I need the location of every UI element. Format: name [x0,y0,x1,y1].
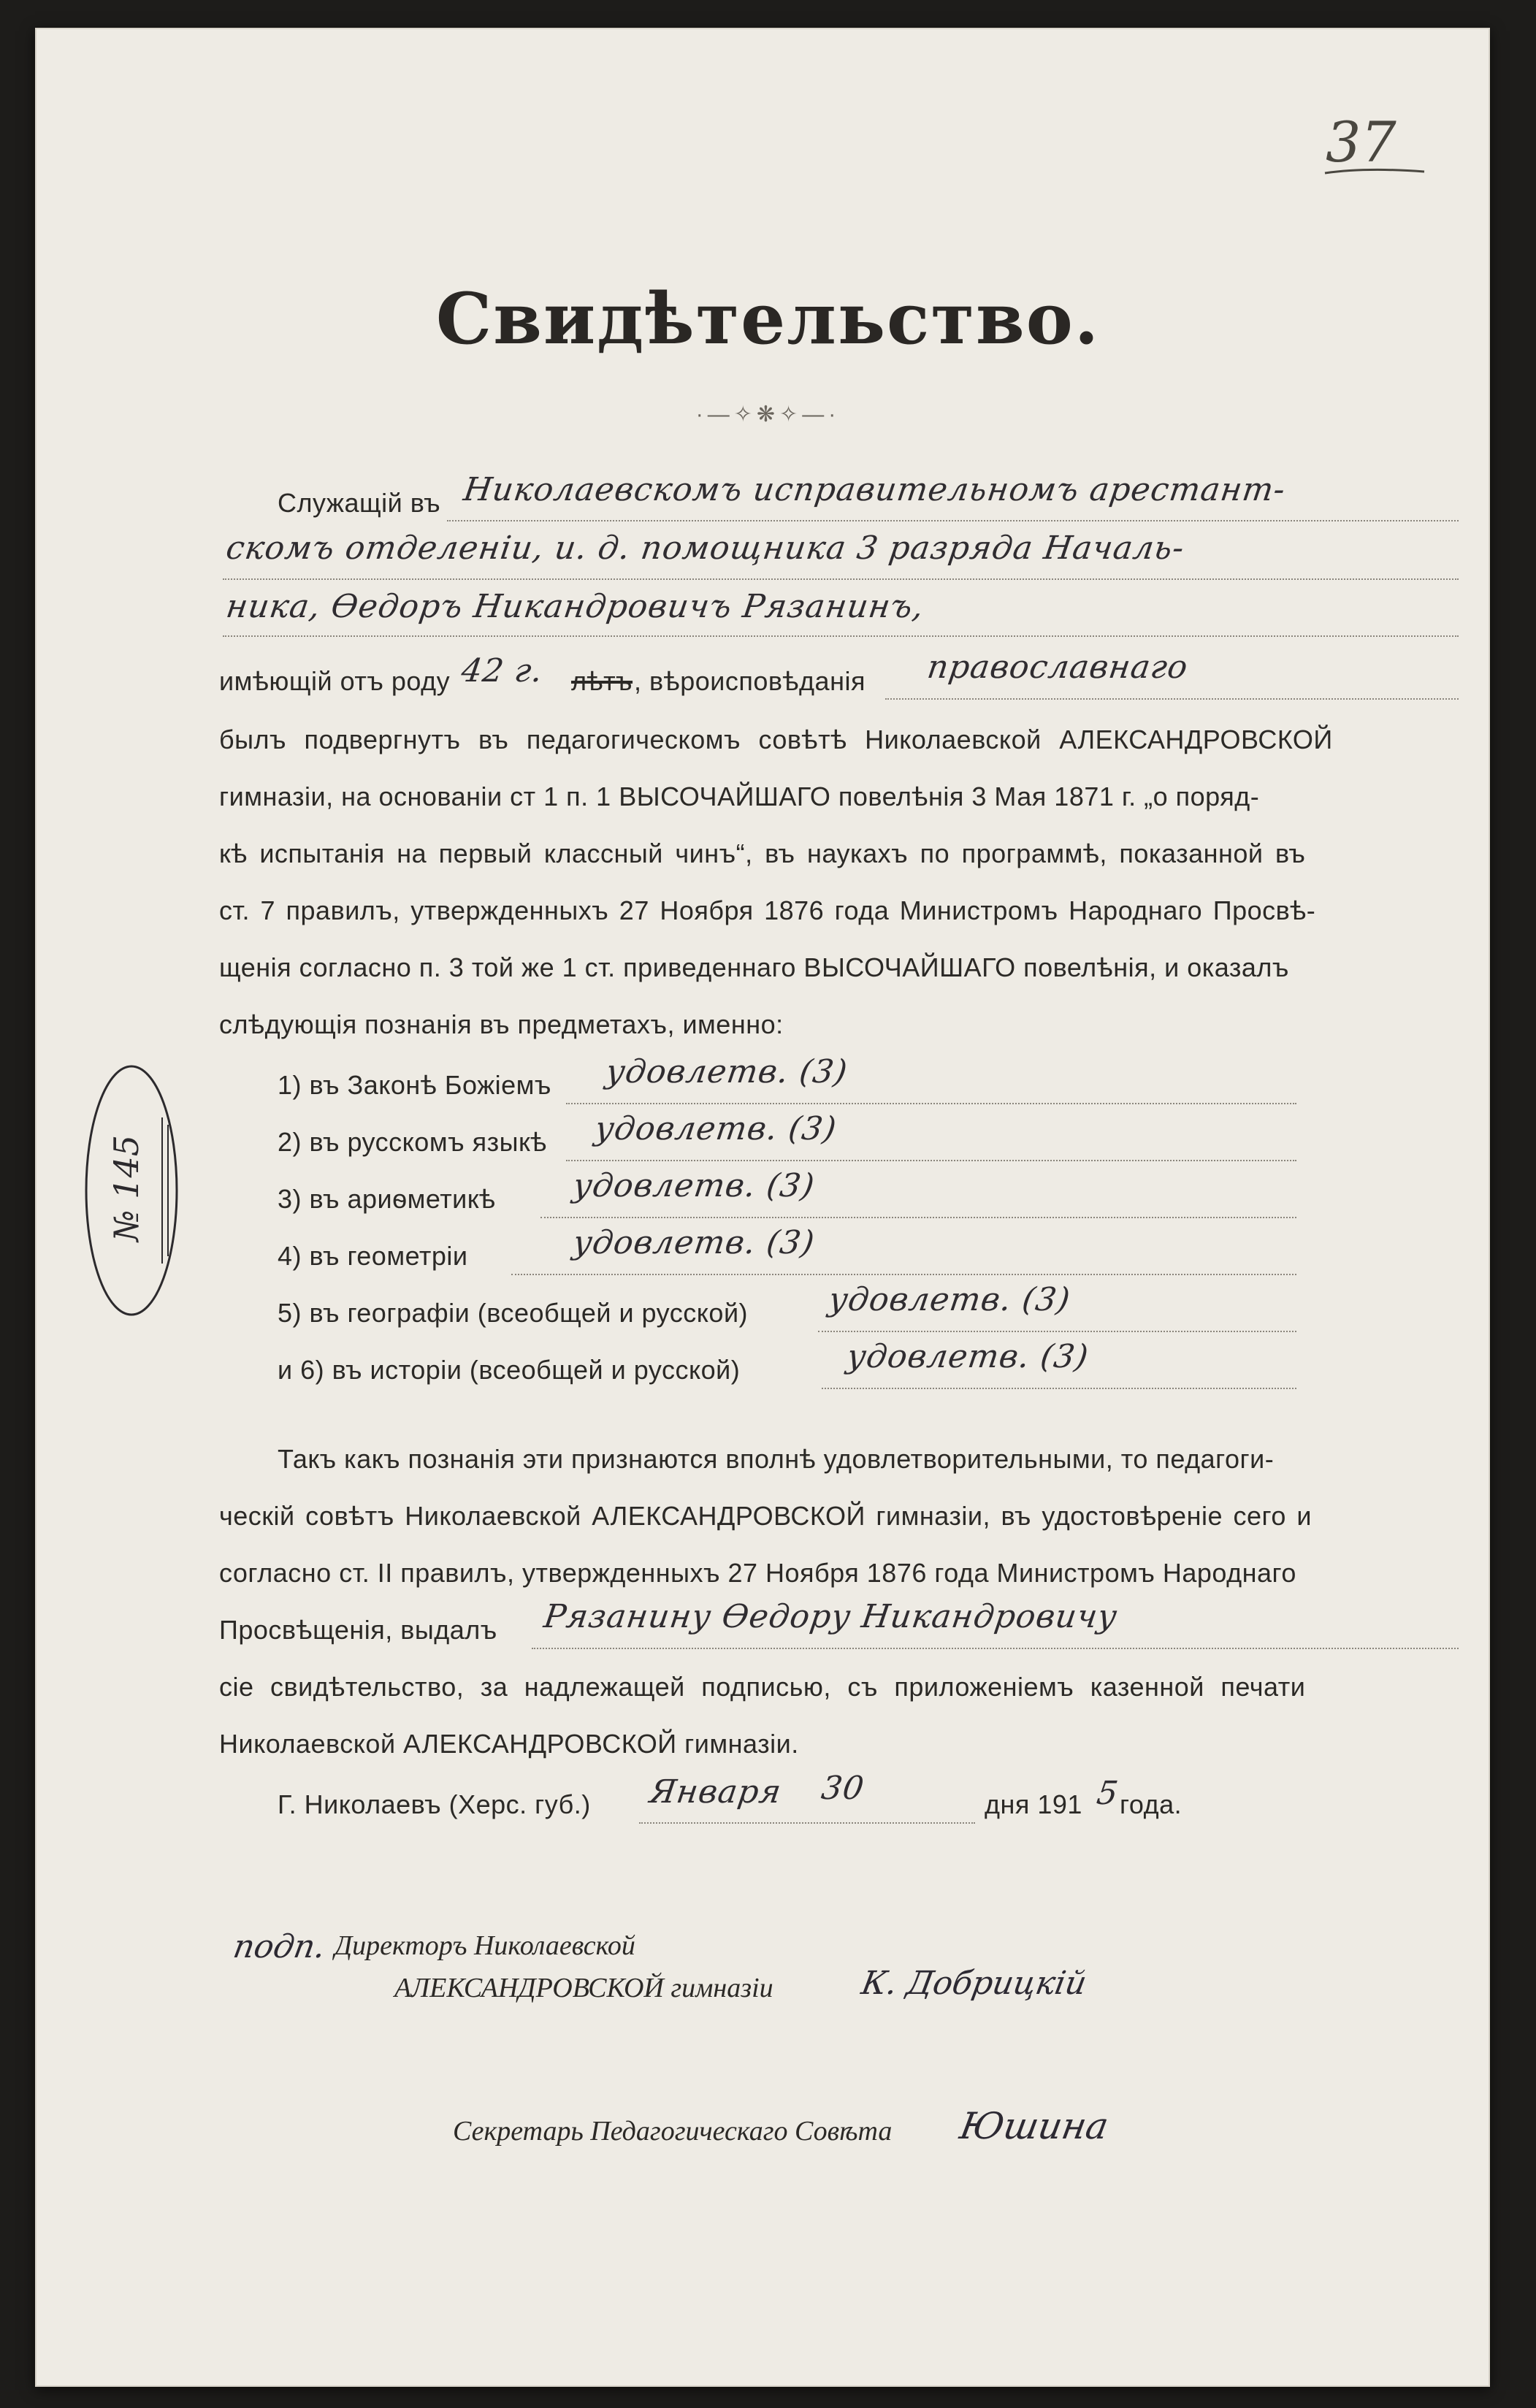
stamp-value: 145 [106,1135,146,1199]
subject-4-label: 4) въ геометріи [278,1241,468,1271]
subject-2-label: 2) въ русскомъ языкѣ [278,1127,547,1157]
closing-line-1: Такъ какъ познанія эти признаются вполнѣ удовлетворительными, то педагоги- [278,1444,1275,1474]
subject-6-dotted [822,1388,1296,1389]
date-day-handwritten: 30 [819,1770,867,1807]
age-handwritten: 42 г. [459,652,546,689]
document-title: Свидѣтельство. [435,278,1101,360]
date-place: Г. Николаевъ (Херс. губ.) [278,1789,591,1819]
line4-faith-label: , вѣроисповѣданія [634,666,866,696]
archive-page-number: 37 [1326,110,1396,175]
date-month-handwritten: Января [647,1773,784,1811]
line1-printed: Служащій въ [278,488,441,518]
closing2-line-2: Николаевской АЛЕКСАНДРОВСКОЙ гимназіи. [219,1729,799,1759]
closing-line-2: ческій совѣтъ Николаевской АЛЕКСАНДРОВСКОЙ гимназіи, въ удостовѣреніе сего и [219,1501,1312,1531]
line4-age-label: имѣющій отъ роду [219,666,451,696]
date-day-word: дня 191 [985,1789,1082,1819]
date-year-word: года. [1120,1789,1182,1819]
line3-dotted [223,635,1459,637]
subject-6-label: и 6) въ исторіи (всеобщей и русской) [278,1355,741,1385]
line1-dotted [447,520,1459,521]
subject-2-dotted [566,1160,1296,1161]
date-dotted [639,1822,975,1824]
subject-5-dotted [818,1331,1296,1332]
body-line-1: былъ подвергнутъ въ педагогическомъ совѣтѣ Николаевской АЛЕКСАНДРОВСКОЙ [219,725,1333,754]
subject-2-grade: удовлетв. (3) [592,1110,839,1147]
title-ornament: ·—✧❋✧—· [695,402,841,427]
stamp-number [107,1135,146,1242]
subject-3-grade: удовлетв. (3) [570,1167,817,1204]
stamp-prefix: № [106,1209,146,1242]
director-signature: К. Добрицкій [858,1965,1090,2002]
body-line-5: щенія согласно п. 3 той же 1 ст. приведеннаго ВЫСОЧАЙШАГО повелѣнія, и оказалъ [219,952,1289,982]
faith-handwritten: православнаго [925,649,1191,686]
body-line-4: ст. 7 правилъ, утвержденныхъ 27 Ноября 1876 года Министромъ Народнаго Просвѣ- [219,895,1316,925]
subject-3-label: 3) въ ариѳметикѣ [278,1184,496,1214]
closing2-line-1: сіе свидѣтельство, за надлежащей подписью, съ приложеніемъ казенной печати [219,1672,1306,1702]
subject-4-dotted [511,1274,1296,1275]
line3-handwritten: ника, Өедоръ Никандровичъ Рязанинъ, [223,588,927,625]
subject-1-grade: удовлетв. (3) [603,1053,850,1090]
subject-6-grade: удовлетв. (3) [844,1338,1091,1375]
line4-dotted [885,698,1459,700]
page-number-underline [1322,164,1432,179]
issued-dotted [532,1648,1459,1649]
secretary-signature: Юшина [956,2105,1112,2147]
director-title-line1: Директоръ Николаевской [335,1930,635,1961]
body-line-2: гимназіи, на основаніи ст 1 п. 1 ВЫСОЧАЙШАГО повелѣнія 3 Мая 1871 г. „о поряд- [219,781,1260,811]
line2-handwritten: скомъ отделеніи, и. д. помощника 3 разряда Началь- [223,530,1188,567]
struck-word: лѣтъ [571,666,633,696]
closing-line-3: согласно ст. II правилъ, утвержденныхъ 27 Ноября 1876 года Министромъ Народнаго [219,1558,1296,1588]
subject-5-label: 5) въ географіи (всеобщей и русской) [278,1298,749,1328]
line1-handwritten: Николаевскомъ исправительномъ арестант- [461,471,1288,508]
subject-4-grade: удовлетв. (3) [570,1224,817,1261]
date-year-handwritten: 5 [1094,1775,1121,1812]
issued-to-handwritten: Рязанину Өедору Никандровичу [541,1598,1120,1635]
line2-dotted [223,578,1459,580]
subject-1-dotted [566,1103,1296,1104]
register-stamp [80,1059,183,1322]
subject-3-dotted [540,1217,1296,1218]
director-prefix-handwritten: подп. [230,1928,329,1965]
secretary-title: Секретарь Педагогическаго Совѣта [453,2116,893,2147]
body-line-6: слѣдующія познанія въ предметахъ, именно: [219,1009,784,1039]
director-title-line2: АЛЕКСАНДРОВСКОЙ гимназіи [394,1973,773,2003]
issued-label: Просвѣщенія, выдалъ [219,1615,497,1645]
body-line-3: кѣ испытанія на первый классный чинъ“, въ наукахъ по программѣ, показанной въ [219,838,1306,868]
certificate-sheet [35,28,1490,2387]
subject-1-label: 1) въ Законѣ Божіемъ [278,1070,551,1100]
subject-5-grade: удовлетв. (3) [826,1281,1073,1318]
